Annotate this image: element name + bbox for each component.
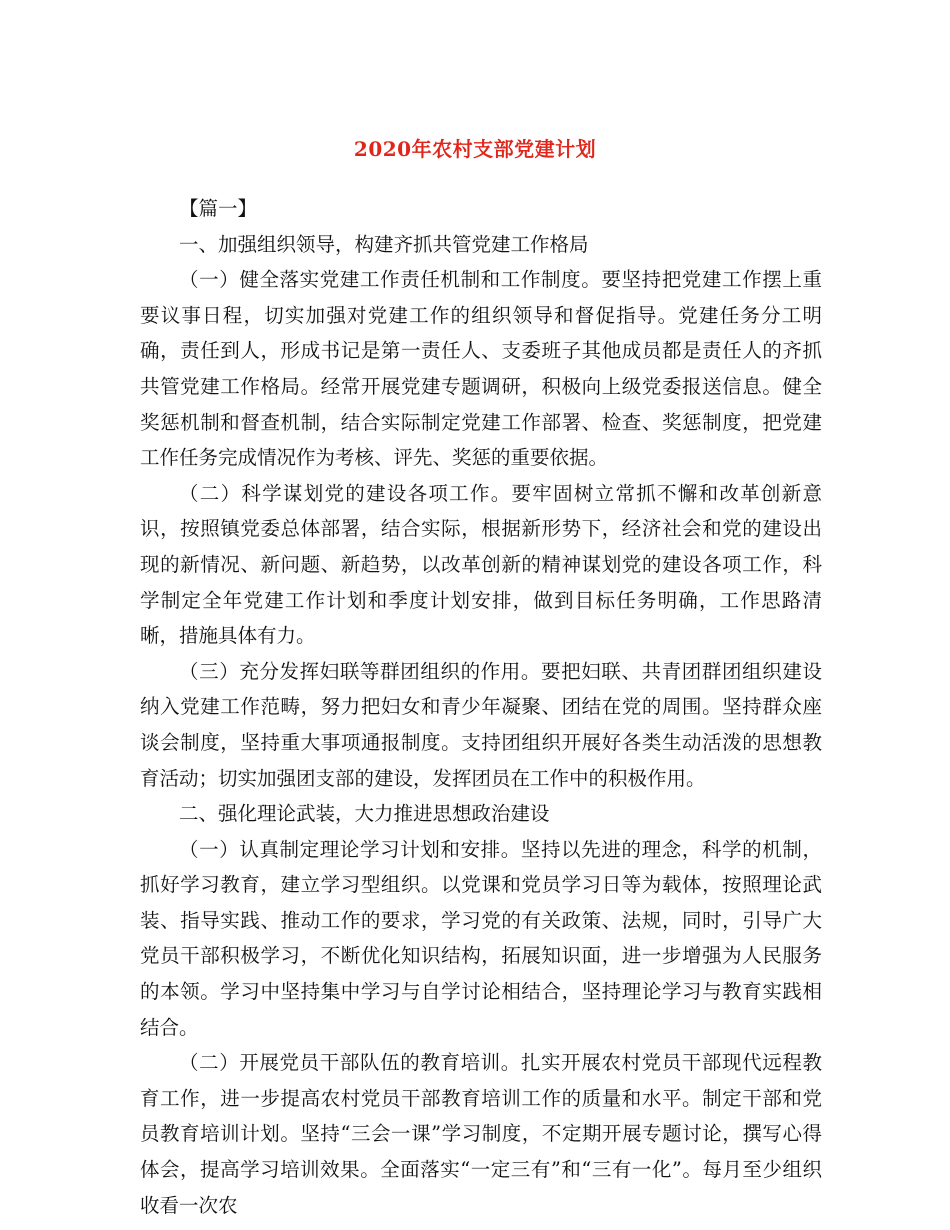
document-body xyxy=(140,191,822,1223)
document-title: 2020年农村支部党建计划 xyxy=(353,137,597,162)
paragraph: （三）充分发挥妇联等群团组织的作用。要把妇联、共青团群团组织建设纳入党建工作范畴，努力把妇女和青少年凝聚、团结在党的周围。坚持群众座谈会制度，坚持重大事项通报制度。支持团组织开展好各类生动活泼的思想教育活动；切实加强团支部的建设，发挥团员在工作中的积极作用。 xyxy=(140,659,822,790)
paragraph: （二）开展党员干部队伍的教育培训。扎实开展农村党员干部现代远程教育工作，进一步提高农村党员干部教育培训工作的质量和水平。制定干部和党员教育培训计划。坚持“三会一课”学习制度，不定期开展专题讨论，撰写心得体会，提高学习培训效果。全面落实“一定三有”和“三有一化”。每月至少组织收看一次农 xyxy=(140,1051,822,1217)
paragraph: （一）认真制定理论学习计划和安排。坚持以先进的理念，科学的机制，抓好学习教育，建立学习型组织。以党课和党员学习日等为载体，按照理论武装、指导实践、推动工作的要求，学习党的有关政策、法规，同时，引导广大党员干部积极学习，不断优化知识结构，拓展知识面，进一步增强为人民服务的本领。学习中坚持集中学习与自学讨论相结合，坚持理论学习与教育实践相结合。 xyxy=(140,837,822,1039)
section-marker: 【篇一】 xyxy=(179,197,258,220)
section-heading: 二、强化理论武装，大力推进思想政治建设 xyxy=(179,802,550,826)
paragraph: （二）科学谋划党的建设各项工作。要牢固树立常抓不懈和改革创新意识，按照镇党委总体部署，结合实际，根据新形势下，经济社会和党的建设出现的新情况、新问题、新趋势，以改革创新的精神谋划党的建设各项工作，科学制定全年党建工作计划和季度计划安排，做到目标任务明确，工作思路清晰，措施具体有力。 xyxy=(140,481,822,648)
paragraph: （一）健全落实党建工作责任机制和工作制度。要坚持把党建工作摆上重要议事日程，切实加强对党建工作的组织领导和督促指导。党建任务分工明确，责任到人，形成书记是第一责任人、支委班子其他成员都是责任人的齐抓共管党建工作格局。经常开展党建专题调研，积极向上级党委报送信息。健全奖惩机制和督查机制，结合实际制定党建工作部署、检查、奖惩制度，把党建工作任务完成情况作为考核、评先、奖惩的重要依据。 xyxy=(140,268,822,470)
section-heading: 一、加强组织领导，构建齐抓共管党建工作格局 xyxy=(179,232,589,256)
